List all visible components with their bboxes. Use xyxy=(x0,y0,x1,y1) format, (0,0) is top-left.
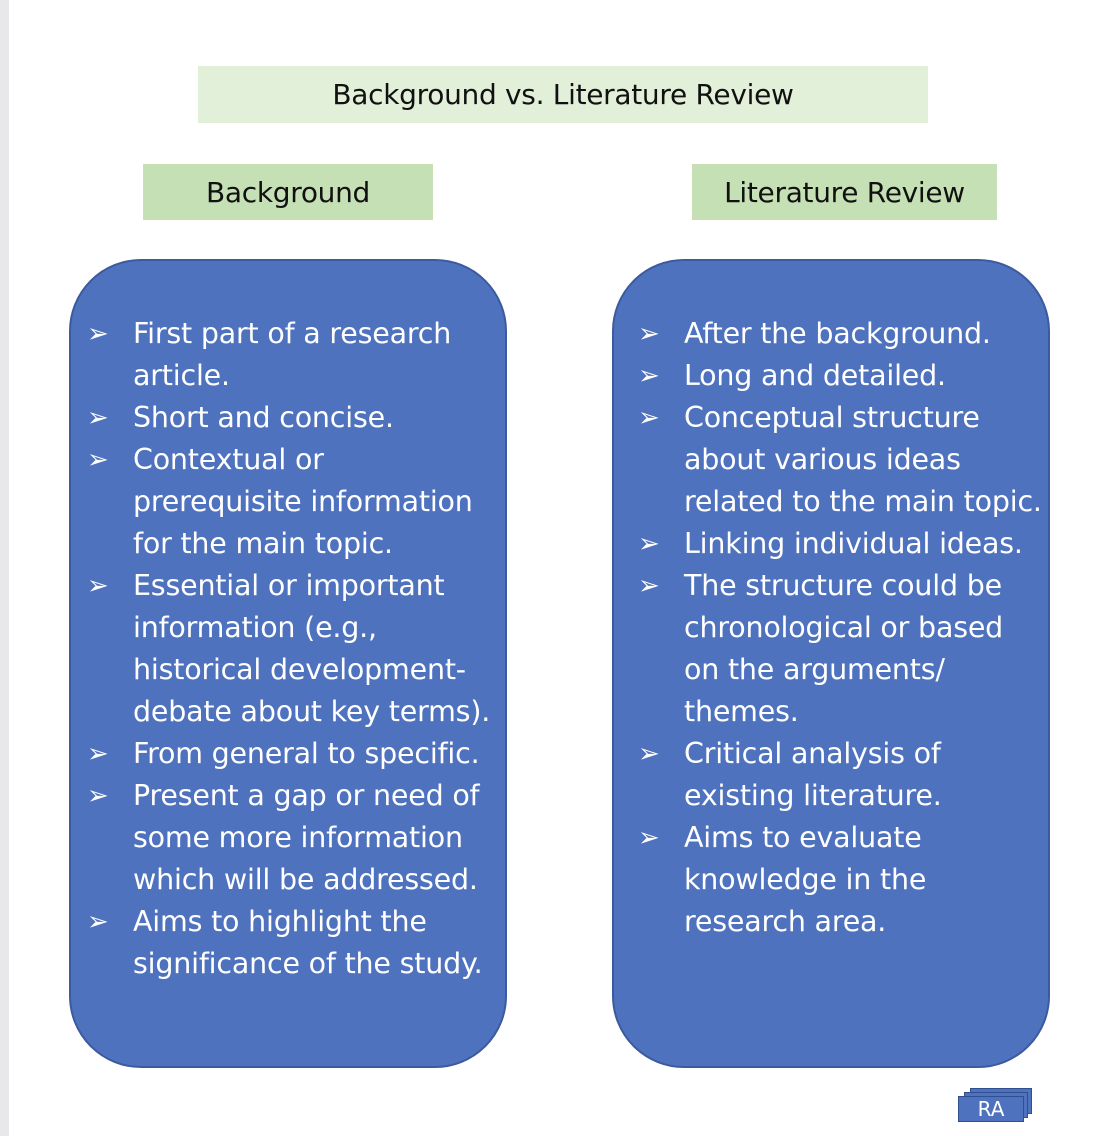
bullet-text-line: Essential or important xyxy=(133,569,445,602)
bullet-text-line: Aims to evaluate xyxy=(684,821,922,854)
bullet-text-line: which will be addressed. xyxy=(133,863,478,896)
bullet-text xyxy=(133,313,451,397)
arrow-bullet-icon: ➢ xyxy=(87,907,109,937)
arrow-bullet-icon: ➢ xyxy=(638,403,660,433)
arrow-bullet-icon: ➢ xyxy=(638,319,660,349)
bullet-text xyxy=(684,817,926,943)
literature-review-panel xyxy=(612,259,1050,1068)
bullet-text xyxy=(684,733,942,817)
diagram-title: Background vs. Literature Review xyxy=(198,66,928,123)
bullet-item xyxy=(87,901,507,985)
bullet-item xyxy=(638,355,1058,397)
arrow-bullet-icon: ➢ xyxy=(87,571,109,601)
bullet-text-line: historical development- xyxy=(133,653,466,686)
arrow-bullet-icon: ➢ xyxy=(638,739,660,769)
bullet-item xyxy=(87,313,507,397)
bullet-text-line: Short and concise. xyxy=(133,401,394,434)
bullet-item xyxy=(638,523,1058,565)
bullet-item xyxy=(638,733,1058,817)
bullet-text xyxy=(133,397,394,439)
bullet-text-line: information (e.g., xyxy=(133,611,377,644)
background-heading: Background xyxy=(143,164,433,220)
bullet-text xyxy=(684,397,1042,523)
bullet-text-line: debate about key terms). xyxy=(133,695,491,728)
bullet-item xyxy=(87,439,507,565)
bullet-item xyxy=(87,397,507,439)
arrow-bullet-icon: ➢ xyxy=(638,529,660,559)
bullet-text-line: Aims to highlight the xyxy=(133,905,427,938)
bullet-item xyxy=(87,733,507,775)
bullet-text-line: After the background. xyxy=(684,317,991,350)
bullet-text-line: significance of the study. xyxy=(133,947,483,980)
arrow-bullet-icon: ➢ xyxy=(638,823,660,853)
bullet-text-line: chronological or based xyxy=(684,611,1004,644)
bullet-text-line: Contextual or xyxy=(133,443,324,476)
bullet-text xyxy=(684,355,946,397)
literature-review-bullet-list xyxy=(638,313,1058,943)
bullet-text xyxy=(133,565,490,733)
bullet-text-line: Linking individual ideas. xyxy=(684,527,1023,560)
bullet-text-line: related to the main topic. xyxy=(684,485,1042,518)
arrow-bullet-icon: ➢ xyxy=(87,319,109,349)
logo-text: RA xyxy=(958,1096,1024,1122)
bullet-text-line: themes. xyxy=(684,695,799,728)
bullet-text-line: Conceptual structure xyxy=(684,401,980,434)
literature-review-heading: Literature Review xyxy=(692,164,997,220)
arrow-bullet-icon: ➢ xyxy=(87,739,109,769)
bullet-item xyxy=(638,313,1058,355)
bullet-text-line: Critical analysis of xyxy=(684,737,941,770)
bullet-text xyxy=(684,523,1023,565)
bullet-text xyxy=(684,565,1003,733)
arrow-bullet-icon: ➢ xyxy=(87,403,109,433)
bullet-text-line: Present a gap or need of xyxy=(133,779,480,812)
bullet-text-line: for the main topic. xyxy=(133,527,393,560)
bullet-item xyxy=(638,565,1058,733)
bullet-text-line: about various ideas xyxy=(684,443,961,476)
bullet-text-line: Long and detailed. xyxy=(684,359,946,392)
bullet-text xyxy=(133,733,479,775)
background-bullet-list xyxy=(87,313,507,985)
bullet-text-line: article. xyxy=(133,359,230,392)
bullet-item xyxy=(638,817,1058,943)
ra-logo xyxy=(958,1088,1038,1122)
background-panel xyxy=(69,259,507,1068)
arrow-bullet-icon: ➢ xyxy=(87,445,109,475)
bullet-text-line: research area. xyxy=(684,905,887,938)
bullet-item xyxy=(638,397,1058,523)
bullet-text-line: First part of a research xyxy=(133,317,452,350)
bullet-text xyxy=(684,313,991,355)
arrow-bullet-icon: ➢ xyxy=(87,781,109,811)
bullet-text xyxy=(133,775,479,901)
bullet-text-line: on the arguments/ xyxy=(684,653,945,686)
bullet-text-line: The structure could be xyxy=(684,569,1002,602)
bullet-text xyxy=(133,901,482,985)
bullet-text xyxy=(133,439,473,565)
page-edge-strip xyxy=(0,0,9,1136)
bullet-item xyxy=(87,565,507,733)
arrow-bullet-icon: ➢ xyxy=(638,361,660,391)
bullet-text-line: knowledge in the xyxy=(684,863,927,896)
bullet-text-line: prerequisite information xyxy=(133,485,473,518)
bullet-text-line: From general to specific. xyxy=(133,737,480,770)
bullet-item xyxy=(87,775,507,901)
bullet-text-line: existing literature. xyxy=(684,779,942,812)
arrow-bullet-icon: ➢ xyxy=(638,571,660,601)
bullet-text-line: some more information xyxy=(133,821,463,854)
